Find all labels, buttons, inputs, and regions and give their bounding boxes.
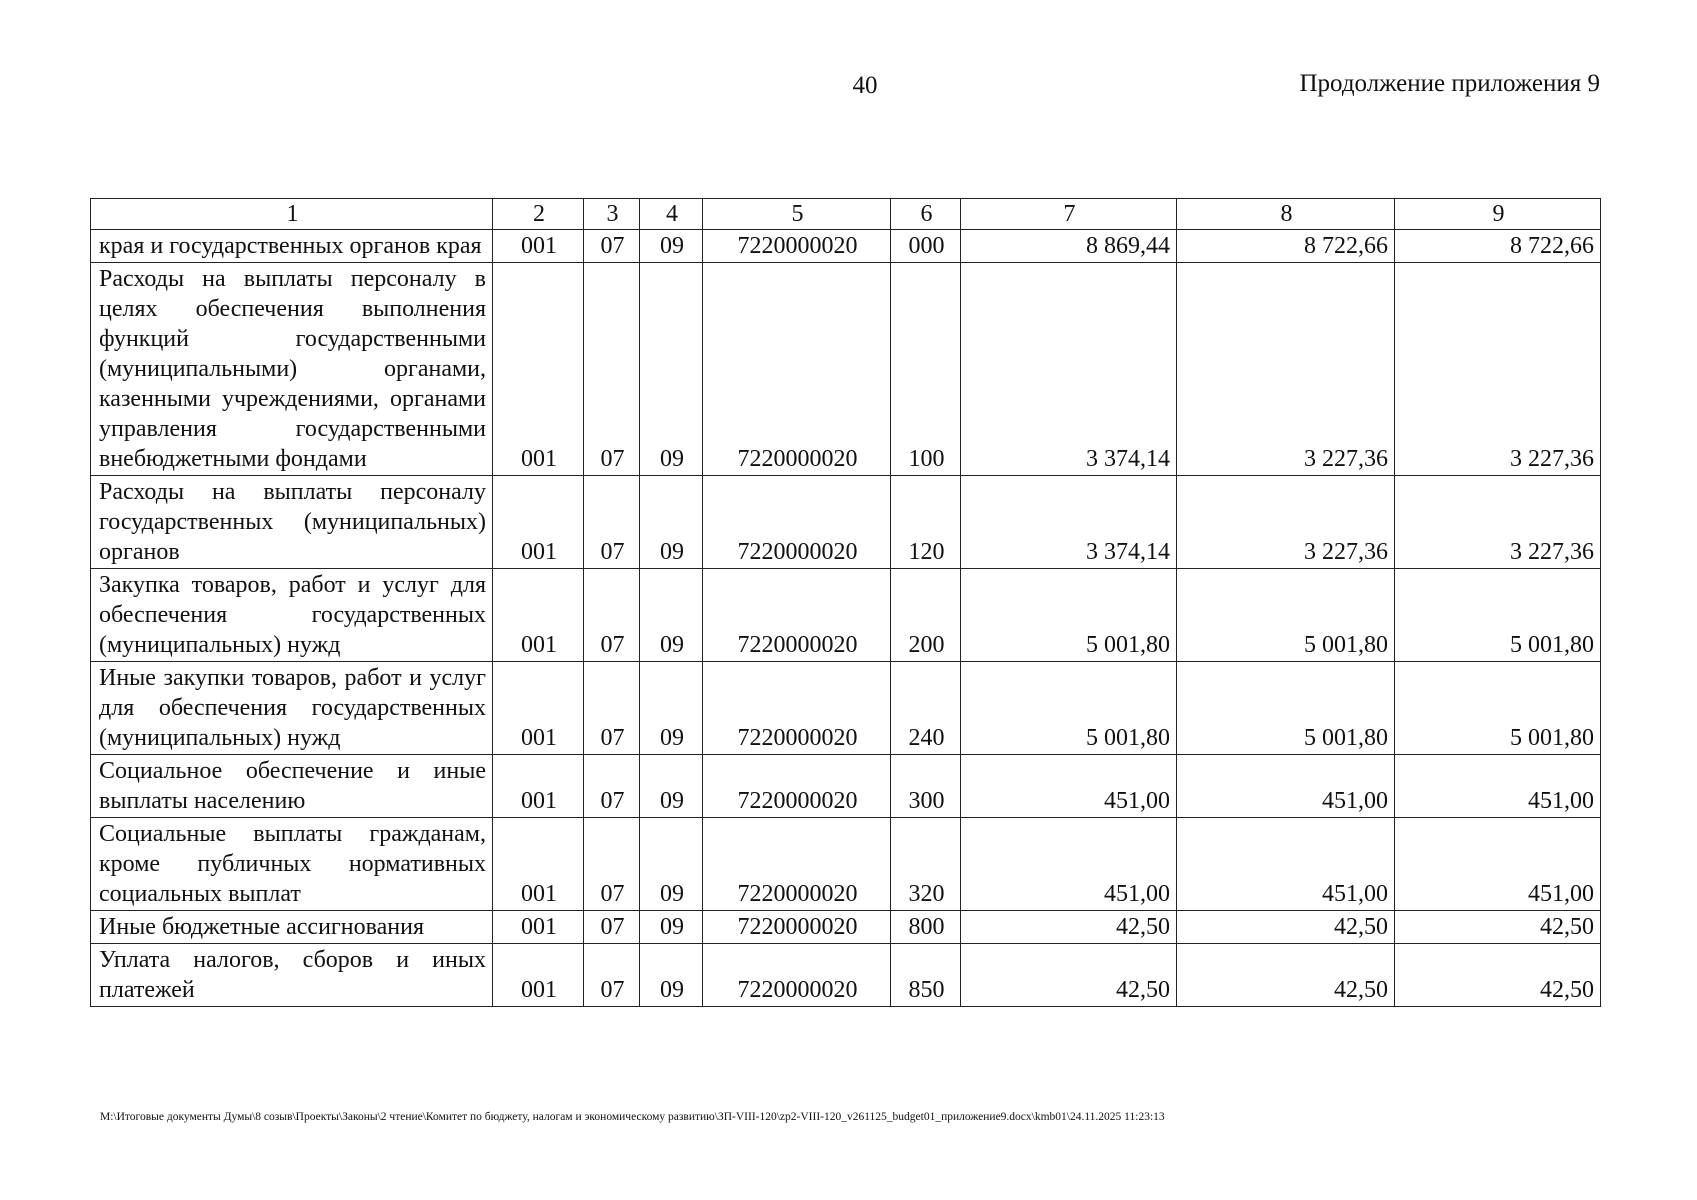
row-name-cell: края и государственных органов края bbox=[91, 230, 493, 263]
subsection-cell: 09 bbox=[640, 944, 703, 1007]
section-cell: 07 bbox=[584, 263, 640, 476]
column-header: 6 bbox=[891, 199, 961, 230]
amount-col7-cell: 3 374,14 bbox=[961, 263, 1177, 476]
expense-type-cell: 320 bbox=[891, 818, 961, 911]
expense-type-cell: 000 bbox=[891, 230, 961, 263]
expense-type-cell: 240 bbox=[891, 662, 961, 755]
table-row bbox=[91, 818, 1601, 911]
amount-col7-cell: 42,50 bbox=[961, 944, 1177, 1007]
target-article-cell: 7220000020 bbox=[703, 662, 891, 755]
section-cell: 07 bbox=[584, 911, 640, 944]
admin-code-cell: 001 bbox=[493, 662, 584, 755]
column-header: 5 bbox=[703, 199, 891, 230]
section-cell: 07 bbox=[584, 476, 640, 569]
amount-col9-cell: 451,00 bbox=[1395, 818, 1601, 911]
target-article-cell: 7220000020 bbox=[703, 944, 891, 1007]
table-row bbox=[91, 476, 1601, 569]
appendix-title: Продолжение приложения 9 bbox=[1299, 70, 1600, 97]
target-article-cell: 7220000020 bbox=[703, 911, 891, 944]
amount-col9-cell: 5 001,80 bbox=[1395, 569, 1601, 662]
amount-col8-cell: 5 001,80 bbox=[1177, 662, 1395, 755]
row-name-cell: Расходы на выплаты персоналу в целях обеспечения выполнения функций государственными (муниципальными) органами, казенными учреждениями, органами управления государственными внебюджетными фондами bbox=[91, 263, 493, 476]
section-cell: 07 bbox=[584, 818, 640, 911]
amount-col8-cell: 451,00 bbox=[1177, 755, 1395, 818]
amount-col8-cell: 42,50 bbox=[1177, 944, 1395, 1007]
amount-col9-cell: 42,50 bbox=[1395, 911, 1601, 944]
column-header: 2 bbox=[493, 199, 584, 230]
row-name-cell: Закупка товаров, работ и услуг для обеспечения государственных (муниципальных) нужд bbox=[91, 569, 493, 662]
amount-col9-cell: 451,00 bbox=[1395, 755, 1601, 818]
amount-col7-cell: 451,00 bbox=[961, 755, 1177, 818]
admin-code-cell: 001 bbox=[493, 569, 584, 662]
target-article-cell: 7220000020 bbox=[703, 476, 891, 569]
table-row bbox=[91, 911, 1601, 944]
amount-col9-cell: 3 227,36 bbox=[1395, 263, 1601, 476]
table-row bbox=[91, 263, 1601, 476]
table-row bbox=[91, 662, 1601, 755]
table-header-row bbox=[91, 199, 1601, 230]
amount-col9-cell: 3 227,36 bbox=[1395, 476, 1601, 569]
expense-type-cell: 200 bbox=[891, 569, 961, 662]
subsection-cell: 09 bbox=[640, 263, 703, 476]
amount-col9-cell: 5 001,80 bbox=[1395, 662, 1601, 755]
subsection-cell: 09 bbox=[640, 818, 703, 911]
amount-col7-cell: 451,00 bbox=[961, 818, 1177, 911]
column-header: 7 bbox=[961, 199, 1177, 230]
section-cell: 07 bbox=[584, 944, 640, 1007]
amount-col7-cell: 5 001,80 bbox=[961, 569, 1177, 662]
target-article-cell: 7220000020 bbox=[703, 569, 891, 662]
section-cell: 07 bbox=[584, 662, 640, 755]
subsection-cell: 09 bbox=[640, 911, 703, 944]
row-name-cell: Социальные выплаты гражданам, кроме публичных нормативных социальных выплат bbox=[91, 818, 493, 911]
document-file-path: M:\Итоговые документы Думы\8 созыв\Проекты\Законы\2 чтение\Комитет по бюджету, налогам и экономическому развитию\ЗП-VIII-120\zp2-VIII-120_v261125_budget01_приложение9.docx\kmb01\24.11.2025 11:23:13 bbox=[100, 1111, 1165, 1123]
table-row bbox=[91, 755, 1601, 818]
admin-code-cell: 001 bbox=[493, 944, 584, 1007]
subsection-cell: 09 bbox=[640, 569, 703, 662]
admin-code-cell: 001 bbox=[493, 911, 584, 944]
column-header: 1 bbox=[91, 199, 493, 230]
page-number: 40 bbox=[852, 72, 878, 99]
admin-code-cell: 001 bbox=[493, 263, 584, 476]
row-name-cell: Социальное обеспечение и иные выплаты населению bbox=[91, 755, 493, 818]
admin-code-cell: 001 bbox=[493, 230, 584, 263]
admin-code-cell: 001 bbox=[493, 818, 584, 911]
admin-code-cell: 001 bbox=[493, 476, 584, 569]
amount-col9-cell: 8 722,66 bbox=[1395, 230, 1601, 263]
section-cell: 07 bbox=[584, 569, 640, 662]
row-name-cell: Расходы на выплаты персоналу государственных (муниципальных) органов bbox=[91, 476, 493, 569]
subsection-cell: 09 bbox=[640, 662, 703, 755]
amount-col8-cell: 8 722,66 bbox=[1177, 230, 1395, 263]
amount-col8-cell: 3 227,36 bbox=[1177, 263, 1395, 476]
amount-col8-cell: 451,00 bbox=[1177, 818, 1395, 911]
target-article-cell: 7220000020 bbox=[703, 263, 891, 476]
expense-type-cell: 850 bbox=[891, 944, 961, 1007]
expense-type-cell: 300 bbox=[891, 755, 961, 818]
target-article-cell: 7220000020 bbox=[703, 755, 891, 818]
section-cell: 07 bbox=[584, 230, 640, 263]
admin-code-cell: 001 bbox=[493, 755, 584, 818]
amount-col7-cell: 3 374,14 bbox=[961, 476, 1177, 569]
row-name-cell: Иные закупки товаров, работ и услуг для обеспечения государственных (муниципальных) нужд bbox=[91, 662, 493, 755]
table-row bbox=[91, 944, 1601, 1007]
subsection-cell: 09 bbox=[640, 230, 703, 263]
expense-type-cell: 100 bbox=[891, 263, 961, 476]
column-header: 4 bbox=[640, 199, 703, 230]
amount-col7-cell: 5 001,80 bbox=[961, 662, 1177, 755]
expense-type-cell: 120 bbox=[891, 476, 961, 569]
row-name-cell: Иные бюджетные ассигнования bbox=[91, 911, 493, 944]
target-article-cell: 7220000020 bbox=[703, 818, 891, 911]
amount-col7-cell: 42,50 bbox=[961, 911, 1177, 944]
amount-col9-cell: 42,50 bbox=[1395, 944, 1601, 1007]
section-cell: 07 bbox=[584, 755, 640, 818]
budget-table bbox=[90, 198, 1601, 1007]
row-name-cell: Уплата налогов, сборов и иных платежей bbox=[91, 944, 493, 1007]
table-row bbox=[91, 569, 1601, 662]
column-header: 3 bbox=[584, 199, 640, 230]
amount-col8-cell: 3 227,36 bbox=[1177, 476, 1395, 569]
expense-type-cell: 800 bbox=[891, 911, 961, 944]
amount-col8-cell: 5 001,80 bbox=[1177, 569, 1395, 662]
column-header: 8 bbox=[1177, 199, 1395, 230]
amount-col7-cell: 8 869,44 bbox=[961, 230, 1177, 263]
amount-col8-cell: 42,50 bbox=[1177, 911, 1395, 944]
subsection-cell: 09 bbox=[640, 476, 703, 569]
subsection-cell: 09 bbox=[640, 755, 703, 818]
column-header: 9 bbox=[1395, 199, 1601, 230]
target-article-cell: 7220000020 bbox=[703, 230, 891, 263]
table-row bbox=[91, 230, 1601, 263]
